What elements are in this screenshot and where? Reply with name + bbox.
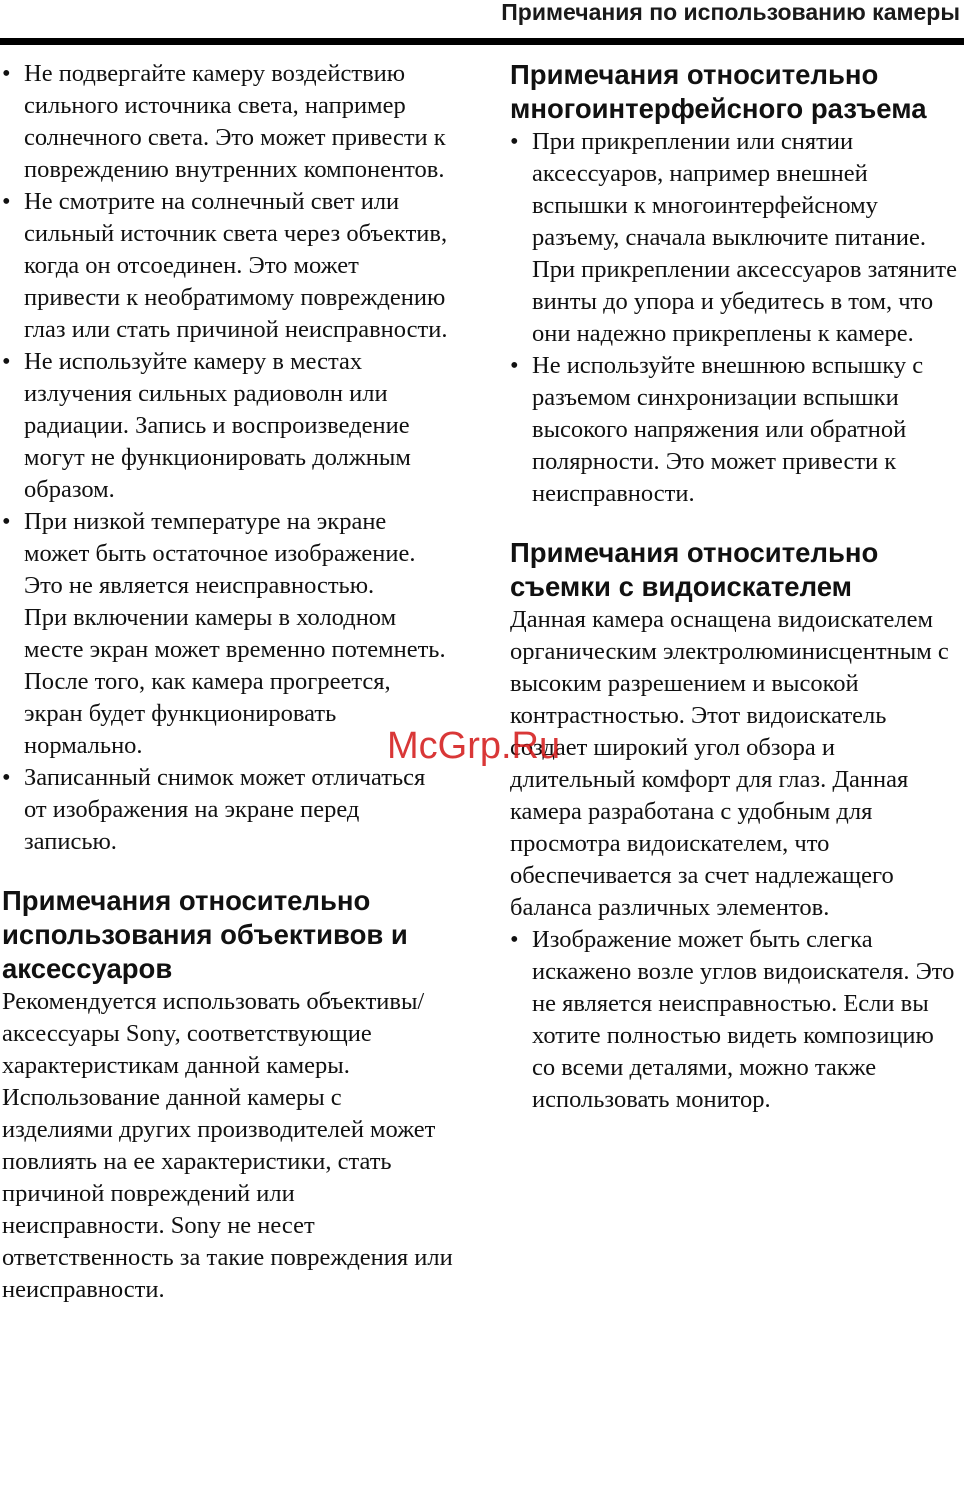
list-item (2, 506, 454, 762)
viewfinder-section-body: Данная камера оснащена видоискателем органическим электролюминисцентным с высоким разрешением и высокой контрастностью. Этот видоискатель создает широкий угол обзора и длительный комфорт для глаз. Данная камера разработана с удобным для просмотра видоискателем, что обеспечивается за счет надлежащего баланса различных элементов. (510, 606, 949, 921)
list-item-text: • Изображение может быть слегка искажено возле углов видоискателя. Это не является неисправностью. Если вы хотите полностью видеть композицию со всеми деталями, можно также использовать монитор. (532, 926, 955, 1113)
interface-precautions-list (510, 126, 962, 510)
list-item (510, 350, 962, 510)
viewfinder-precautions-list (510, 924, 962, 1116)
list-item-text: • Не используйте внешнюю вспышку с разъемом синхронизации вспышки высокого напряжения или обратной полярности. Это может привести к неисправности. (532, 352, 924, 507)
lens-section-body: Рекомендуется использовать объективы/аксессуары Sony, соответствующие характеристикам данной камеры. Использование данной камеры с изделиями других производителей может повлиять на ее характеристики, стать причиной повреждений или неисправности. Sony не несет ответственность за такие повреждения или неисправности. (2, 988, 453, 1303)
right-column (510, 58, 962, 1116)
list-item-text: • При низкой температуре на экране может быть остаточное изображение. Это не является неисправностью. (24, 508, 416, 599)
list-item (2, 346, 454, 506)
left-column (2, 58, 454, 1306)
camera-precautions-list (2, 58, 454, 858)
list-item-text: • Записанный снимок может отличаться от изображения на экране перед записью. (24, 764, 426, 855)
list-item-text: • Не смотрите на солнечный свет или сильный источник света через объектив, когда он отсоединен. Это может привести к необратимому повреждению глаз или стать причиной неисправности. (24, 188, 448, 343)
list-item (510, 924, 962, 1116)
header-rule (0, 38, 964, 45)
list-item (2, 58, 454, 186)
viewfinder-section-heading: Примечания относительно съемки с видоискателем (510, 537, 879, 602)
list-item (2, 762, 454, 858)
watermark: McGrp.Ru (387, 725, 561, 767)
list-item-text: • Не используйте камеру в местах излучения сильных радиоволн или радиации. Запись и воспроизведение могут не функционировать должным образом. (24, 348, 411, 503)
list-item (510, 126, 962, 350)
lens-section-heading: Примечания относительно использования объективов и аксессуаров (2, 885, 408, 984)
running-header-title: Примечания по использованию камеры (501, 0, 960, 25)
list-item-text: • При прикреплении или снятии аксессуаров, например внешней вспышки к многоинтерфейсному разъему, сначала выключите питание. При прикреплении аксессуаров затяните винты до упора и убедитесь в том, что они надежно прикреплены к камере. (532, 128, 957, 347)
list-item-text: При включении камеры в холодном месте экран может временно потемнеть. После того, как камера прогреется, экран будет функционировать нормально. (24, 604, 446, 759)
list-item (2, 186, 454, 346)
list-item-text: • Не подвергайте камеру воздействию сильного источника света, например солнечного света. Это может привести к повреждению внутренних компонентов. (24, 60, 446, 183)
interface-section-heading: Примечания относительно многоинтерфейсного разъема (510, 59, 927, 124)
